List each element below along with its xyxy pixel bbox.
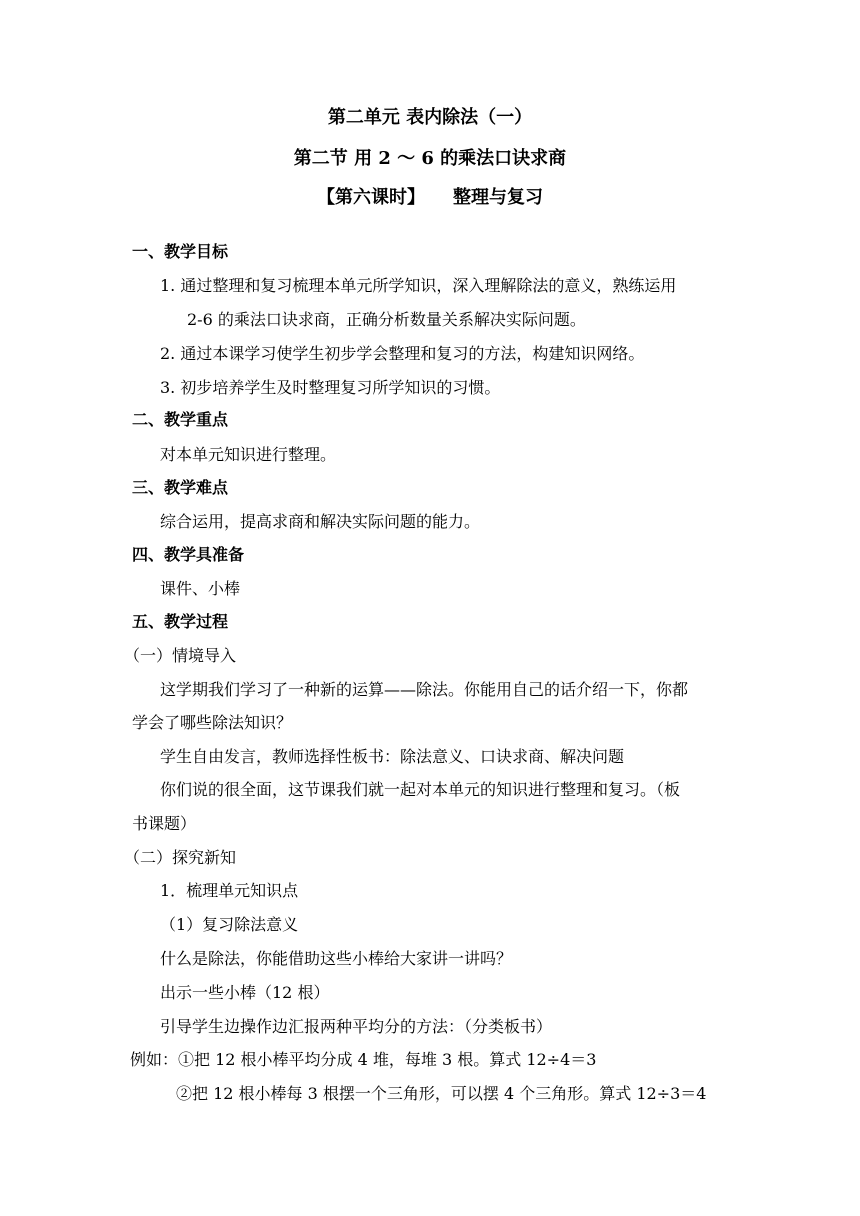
goal-item-2: 2. 通过本课学习使学生初步学会整理和复习的方法，构建知识网络。 xyxy=(160,344,645,363)
part-2-heading: （二）探究新知 xyxy=(124,848,237,867)
summary-paragraph-line-1: 你们说的很全面，这节课我们就一起对本单元的知识进行整理和复习。（板 xyxy=(160,780,681,799)
key-text: 对本单元知识进行整理。 xyxy=(160,445,337,464)
guide-paragraph: 引导学生边操作边汇报两种平均分的方法：（分类板书） xyxy=(160,1017,553,1036)
goal-item-1-line-1: 1. 通过整理和复习梳理本单元所学知识，深入理解除法的意义，熟练运用 xyxy=(160,276,677,295)
goal-item-3: 3. 初步培养学生及时整理复习所学知识的习惯。 xyxy=(160,378,501,397)
key-heading: 二、教学重点 xyxy=(132,410,229,429)
example-2: ②把 12 根小棒每 3 根摆一个三角形，可以摆 4 个三角形。算式 12÷3＝4 xyxy=(176,1084,707,1103)
lesson-label: 【第六课时】 xyxy=(317,187,425,208)
part-1-heading: （一）情境导入 xyxy=(124,646,237,665)
prep-heading: 四、教学具准备 xyxy=(132,545,245,564)
example-1: 例如：①把 12 根小棒平均分成 4 堆，每堆 3 根。算式 12÷4＝3 xyxy=(130,1050,597,1069)
lesson-topic: 整理与复习 xyxy=(453,187,543,208)
lesson-title xyxy=(0,186,860,210)
section-title: 第二节 用 2 ～ 6 的乘法口诀求商 xyxy=(293,148,567,169)
difficult-heading: 三、教学难点 xyxy=(132,478,229,497)
student-speech-paragraph: 学生自由发言，教师选择性板书：除法意义、口诀求商、解决问题 xyxy=(160,747,625,766)
intro-paragraph-line-1: 这学期我们学习了一种新的运算——除法。你能用自己的话介绍一下，你都 xyxy=(160,680,689,699)
goal-item-1-line-2: 2-6 的乘法口诀求商，正确分析数量关系解决实际问题。 xyxy=(187,310,586,329)
unit-title: 第二单元 表内除法（一） xyxy=(327,107,533,128)
intro-paragraph-line-2: 学会了哪些除法知识？ xyxy=(132,713,293,732)
prep-text: 课件、小棒 xyxy=(160,579,241,598)
question-paragraph: 什么是除法，你能借助这些小棒给大家讲一讲吗？ xyxy=(160,949,513,968)
difficult-text: 综合运用，提高求商和解决实际问题的能力。 xyxy=(160,512,481,531)
process-heading: 五、教学过程 xyxy=(132,612,229,631)
show-sticks-paragraph: 出示一些小棒（12 根） xyxy=(160,983,330,1002)
step-1-heading: 1．梳理单元知识点 xyxy=(160,881,299,900)
goals-heading: 一、教学目标 xyxy=(132,242,229,261)
sub-1-heading: （1）复习除法意义 xyxy=(160,915,299,934)
summary-paragraph-line-2: 书课题） xyxy=(132,814,197,833)
